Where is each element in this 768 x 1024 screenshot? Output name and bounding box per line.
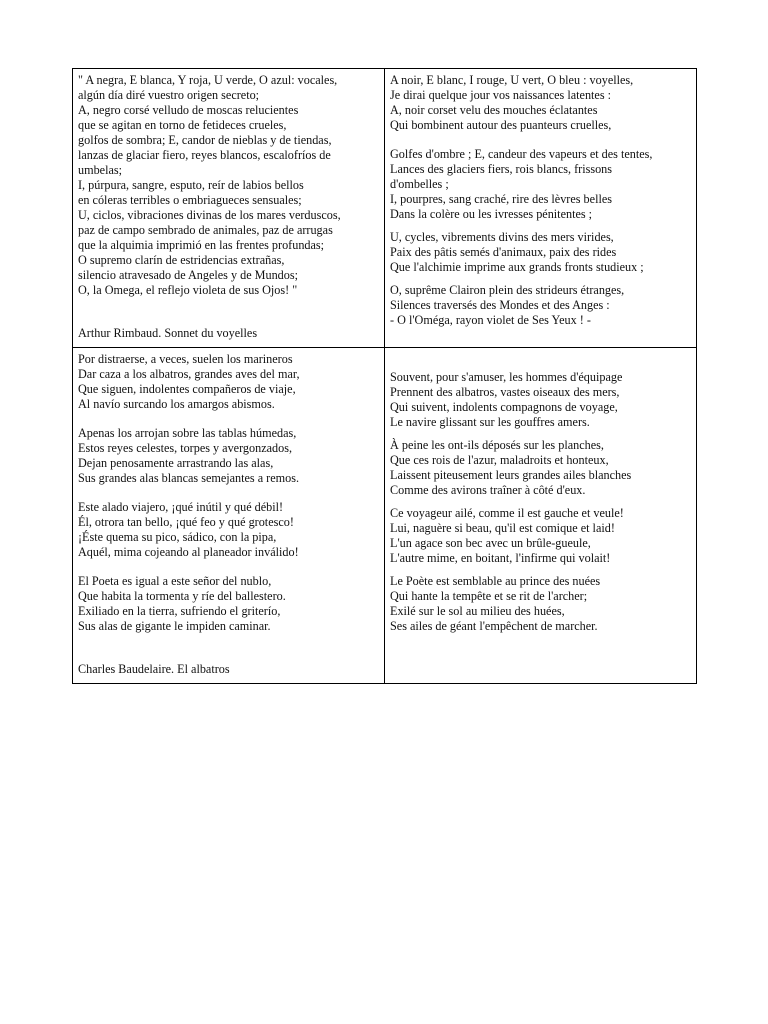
poem-line: Ce voyageur ailé, comme il est gauche et veule!: [390, 506, 624, 520]
cell-baudelaire-french: [385, 348, 697, 684]
poem-line: Lui, naguère si beau, qu'il est comique et laid!: [390, 521, 615, 535]
poem-line: Comme des avirons traîner à côté d'eux.: [390, 483, 586, 497]
poem-line: Este alado viajero, ¡qué inútil y qué débil!: [78, 500, 284, 514]
poem-line: A, negro corsé velludo de moscas relucientes: [78, 103, 299, 117]
poem-line: Paix des pâtis semés d'animaux, paix des rides: [390, 245, 617, 259]
poem-line: Lances des glaciers fiers, rois blancs, frissons: [390, 162, 613, 176]
poem-stanza: [390, 283, 691, 328]
poem-line: en cóleras terribles o embriagueces sensuales;: [78, 193, 302, 207]
poem-stanza: [390, 506, 691, 566]
table-row-rimbaud: [73, 69, 697, 348]
poem-line: I, púrpura, sangre, esputo, reír de labios bellos: [78, 178, 304, 192]
poem-line: Qui suivent, indolents compagnons de voyage,: [390, 400, 618, 414]
table-row-baudelaire: [73, 348, 697, 684]
poem-line: Laissent piteusement leurs grandes ailes blanches: [390, 468, 632, 482]
poem-line: ¡Éste quema su pico, sádico, con la pipa,: [78, 530, 277, 544]
poem-line: Que ces rois de l'azur, maladroits et honteux,: [390, 453, 609, 467]
poem-line: Que habita la tormenta y ríe del ballestero.: [78, 589, 286, 603]
poem-line: - O l'Oméga, rayon violet de Ses Yeux ! -: [390, 313, 591, 327]
poem-stanza: [78, 500, 379, 560]
poem-line: que la alquimia imprimió en las frentes profundas;: [78, 238, 325, 252]
poem-line: Él, otrora tan bello, ¡qué feo y qué grotesco!: [78, 515, 294, 529]
poem-line: Sus alas de gigante le impiden caminar.: [78, 619, 271, 633]
poem-line: Dar caza a los albatros, grandes aves del mar,: [78, 367, 300, 381]
poem-line: A, noir corset velu des mouches éclatantes: [390, 103, 598, 117]
poem-line: Golfes d'ombre ; E, candeur des vapeurs et des tentes,: [390, 147, 653, 161]
attribution-baudelaire: Charles Baudelaire. El albatros: [78, 662, 230, 676]
poem-line: que se agitan en torno de fetideces crueles,: [78, 118, 287, 132]
poem-line: golfos de sombra; E, candor de nieblas y de tiendas,: [78, 133, 332, 147]
poem-table: [72, 68, 697, 684]
poem-line: Exiliado en la tierra, sufriendo el griterío,: [78, 604, 281, 618]
poem-line: Que l'alchimie imprime aux grands fronts studieux ;: [390, 260, 644, 274]
poem-line: L'autre mime, en boitant, l'infirme qui volait!: [390, 551, 611, 565]
poem-line: O, la Omega, el reflejo violeta de sus Ojos! ": [78, 283, 298, 297]
poem-line: Por distraerse, a veces, suelen los marineros: [78, 352, 293, 366]
cell-rimbaud-spanish: [73, 69, 385, 348]
poem-line: " A negra, E blanca, Y roja, U verde, O azul: vocales,: [78, 73, 338, 87]
poem-line: Qui hante la tempête et se rit de l'archer;: [390, 589, 588, 603]
poem-line: d'ombelles ;: [390, 177, 449, 191]
poem-stanza: [78, 426, 379, 486]
poem-line: Dejan penosamente arrastrando las alas,: [78, 456, 274, 470]
poem-line: paz de campo sembrado de animales, paz de arrugas: [78, 223, 333, 237]
cell-baudelaire-spanish: [73, 348, 385, 684]
poem-stanza: [390, 147, 691, 222]
poem-line: Apenas los arrojan sobre las tablas húmedas,: [78, 426, 297, 440]
poem-line: lanzas de glaciar fiero, reyes blancos, escalofríos de: [78, 148, 331, 162]
poem-line: Je dirai quelque jour vos naissances latentes :: [390, 88, 612, 102]
poem-line: U, cycles, vibrements divins des mers virides,: [390, 230, 614, 244]
poem-line: Exilé sur le sol au milieu des huées,: [390, 604, 565, 618]
cell-rimbaud-french: [385, 69, 697, 348]
poem-line: Que siguen, indolentes compañeros de viaje,: [78, 382, 296, 396]
poem-line: Dans la colère ou les ivresses pénitentes ;: [390, 207, 593, 221]
poem-stanza: [390, 574, 691, 634]
poem-line: U, ciclos, vibraciones divinas de los mares verduscos,: [78, 208, 341, 222]
poem-line: I, pourpres, sang craché, rire des lèvres belles: [390, 192, 612, 206]
poem-line: À peine les ont-ils déposés sur les planches,: [390, 438, 604, 452]
poem-line: Estos reyes celestes, torpes y avergonzados,: [78, 441, 293, 455]
poem-line: Ses ailes de géant l'empêchent de marcher.: [390, 619, 598, 633]
poem-line: Souvent, pour s'amuser, les hommes d'équipage: [390, 370, 623, 384]
poem-stanza: [390, 438, 691, 498]
attribution-rimbaud: Arthur Rimbaud. Sonnet du voyelles: [78, 326, 258, 340]
poem-stanza: [78, 352, 379, 412]
poem-line: A noir, E blanc, I rouge, U vert, O bleu : voyelles,: [390, 73, 634, 87]
poem-line: Sus grandes alas blancas semejantes a remos.: [78, 471, 299, 485]
poem-stanza: [78, 73, 379, 298]
poem-line: Le Poète est semblable au prince des nuées: [390, 574, 601, 588]
poem-stanza: [390, 230, 691, 275]
poem-line: algún día diré vuestro origen secreto;: [78, 88, 260, 102]
poem-line: El Poeta es igual a este señor del nublo,: [78, 574, 272, 588]
poem-stanza: [78, 574, 379, 634]
poem-line: O supremo clarín de estridencias extrañas,: [78, 253, 285, 267]
poem-line: Qui bombinent autour des puanteurs cruelles,: [390, 118, 612, 132]
poem-stanza: [390, 73, 691, 133]
poem-line: L'un agace son bec avec un brûle-gueule,: [390, 536, 591, 550]
poem-line: Al navío surcando los amargos abismos.: [78, 397, 275, 411]
poem-line: silencio atravesado de Angeles y de Mundos;: [78, 268, 298, 282]
poem-line: Le navire glissant sur les gouffres amers.: [390, 415, 590, 429]
poem-line: O, suprême Clairon plein des strideurs étranges,: [390, 283, 625, 297]
poem-line: Prennent des albatros, vastes oiseaux des mers,: [390, 385, 620, 399]
poem-line: Silences traversés des Mondes et des Anges :: [390, 298, 610, 312]
poem-stanza: [390, 370, 691, 430]
poem-line: umbelas;: [78, 163, 123, 177]
poem-line: Aquél, mima cojeando al planeador inválido!: [78, 545, 299, 559]
